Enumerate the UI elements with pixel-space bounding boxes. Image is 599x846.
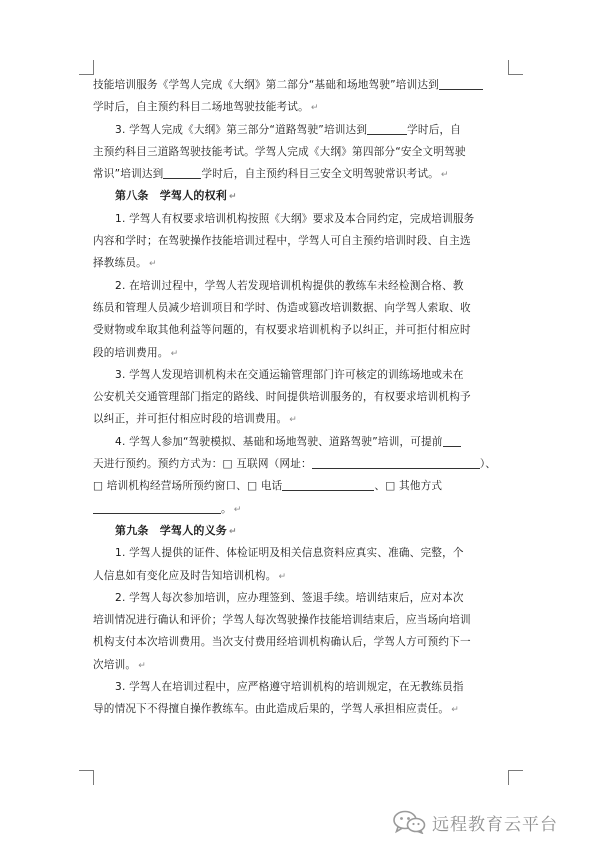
paragraph-mark-icon: ↵ (289, 415, 298, 426)
line-text: 机构支付本次培训费用。当次支付费用经培训机构确认后，学驾人方可预约下一 (93, 636, 471, 649)
text-line (93, 475, 509, 497)
fill-in-blank[interactable] (282, 478, 374, 491)
document-body[interactable] (93, 74, 509, 721)
text-line (93, 631, 509, 653)
paragraph-mark-icon: ↵ (148, 259, 157, 270)
watermark-text: 远程教育云平台 (432, 814, 558, 835)
text-line (93, 676, 509, 698)
line-text: 第九条 学驾人的义务 (115, 523, 227, 537)
crop-mark-top-left (79, 60, 94, 75)
paragraph-mark-icon: ↵ (310, 103, 319, 114)
paragraph-mark-icon: ↵ (229, 192, 237, 203)
line-text: 。 (221, 502, 232, 515)
line-text: 以纠正，并可拒付相应时段的培训费用。 (93, 413, 288, 426)
crop-mark-bottom-right (508, 770, 523, 785)
watermark (392, 808, 558, 836)
line-text: 受财物或牟取其他利益等问题的，有权要求培训机构予以纠正，并可拒付相应时 (93, 324, 471, 337)
text-line (93, 408, 509, 430)
text-line (93, 96, 509, 118)
text-line (93, 453, 509, 475)
paragraph-mark-icon: ↵ (170, 348, 179, 359)
paragraph-mark-icon: ↵ (278, 571, 287, 582)
text-line (93, 698, 509, 720)
text-line (93, 431, 509, 453)
fill-in-blank[interactable] (439, 77, 483, 90)
line-text: 公安机关交通管理部门指定的路线、时间提供培训服务的，有权要求培训机构予 (93, 391, 471, 404)
fill-in-blank[interactable] (443, 434, 461, 447)
fill-in-blank[interactable] (163, 166, 201, 179)
wechat-icon (392, 810, 426, 834)
line-text: 学时后，自主预约科目二场地驾驶技能考试。 (93, 101, 309, 114)
line-text: 学时后，自 (407, 123, 462, 136)
line-text: 常识”培训达到 (93, 168, 164, 181)
line-text: 3. 学驾人在培训过程中，应严格遵守培训机构的培训规定，在无教练员指 (115, 681, 464, 694)
line-text: 导的情况下不得擅自操作教练车。由此造成后果的，学驾人承担相应责任。 (93, 703, 450, 716)
line-text: 次培训。 (93, 658, 137, 671)
fill-in-blank[interactable] (312, 456, 480, 469)
text-line (93, 542, 509, 564)
line-text: 1. 学驾人提供的证件、体检证明及相关信息资料应真实、准确、完整，个 (115, 547, 464, 560)
text-line (93, 498, 509, 520)
section-heading (93, 520, 509, 542)
text-line (93, 319, 509, 341)
line-text: 择教练员。 (93, 257, 147, 270)
text-line (93, 609, 509, 631)
line-text: 学时后，自主预约科目三安全文明驾驶常识考试。 (201, 168, 439, 181)
text-line (93, 654, 509, 676)
line-text: ）、 (479, 458, 497, 471)
line-text: 练员和管理人员减少培训项目和学时、伪造或篡改培训数据、向学驾人索取、收 (93, 301, 471, 314)
text-line (93, 275, 509, 297)
text-line (93, 364, 509, 386)
line-text: 技能培训服务《学驾人完成《大纲》第二部分“基础和场地驾驶”培训达到 (93, 79, 439, 91)
text-line (93, 119, 509, 141)
text-line (93, 587, 509, 609)
section-heading (93, 185, 509, 207)
line-text: 4. 学驾人参加“驾驶模拟、基础和场地驾驶、道路驾驶”培训，可提前 (115, 435, 443, 448)
paragraph-mark-icon: ↵ (440, 170, 449, 181)
text-line (93, 297, 509, 319)
line-text: 第八条 学驾人的权利 (115, 189, 227, 203)
text-line (93, 74, 509, 96)
line-text: 人信息如有变化应及时告知培训机构。 (93, 569, 277, 582)
line-text: 3. 学驾人发现培训机构未在交通运输管理部门许可核定的训练场地或未在 (115, 368, 464, 381)
line-text: 1. 学驾人有权要求培训机构按照《大纲》要求及本合同约定，完成培训服务 (115, 212, 475, 225)
line-text: 2. 学驾人每次参加培训，应办理签到、签退手续。培训结束后，应对本次 (115, 591, 464, 604)
text-line (93, 163, 509, 185)
paragraph-mark-icon: ↵ (138, 660, 146, 671)
line-text: 天进行预约。预约方式为：□ 互联网（网址： (93, 458, 312, 471)
crop-mark-bottom-left (79, 770, 94, 785)
line-text: 2. 在培训过程中，学驾人若发现培训机构提供的教练车未经检测合格、教 (115, 279, 464, 292)
line-text: 、□ 其他方式 (374, 480, 443, 493)
line-text: 3. 学驾人完成《大纲》第三部分“道路驾驶”培训达到 (115, 123, 368, 136)
line-text: □ 培训机构经营场所预约窗口、□ 电话 (93, 480, 283, 493)
text-line (93, 208, 509, 230)
fill-in-blank[interactable] (367, 122, 407, 135)
text-line (93, 141, 509, 163)
paragraph-mark-icon: ↵ (229, 526, 237, 537)
text-line (93, 342, 509, 364)
crop-mark-top-right (508, 60, 523, 75)
text-line (93, 230, 509, 252)
line-text: 内容和学时；在驾驶操作技能培训过程中，学驾人可自主预约培训时段、自主选 (93, 235, 471, 248)
text-line (93, 386, 509, 408)
line-text: 主预约科目三道路驾驶技能考试。学驾人完成《大纲》第四部分“安全文明驾驶 (93, 145, 466, 158)
paragraph-mark-icon: ↵ (451, 705, 459, 716)
line-text: 培训情况进行确认和评价；学驾人每次驾驶操作技能培训结束后，应当场向培训 (93, 614, 471, 627)
fill-in-blank[interactable] (93, 501, 221, 514)
text-line (93, 565, 509, 587)
line-text: 段的培训费用。 (93, 346, 169, 359)
paragraph-mark-icon: ↵ (233, 504, 242, 515)
text-line (93, 252, 509, 274)
